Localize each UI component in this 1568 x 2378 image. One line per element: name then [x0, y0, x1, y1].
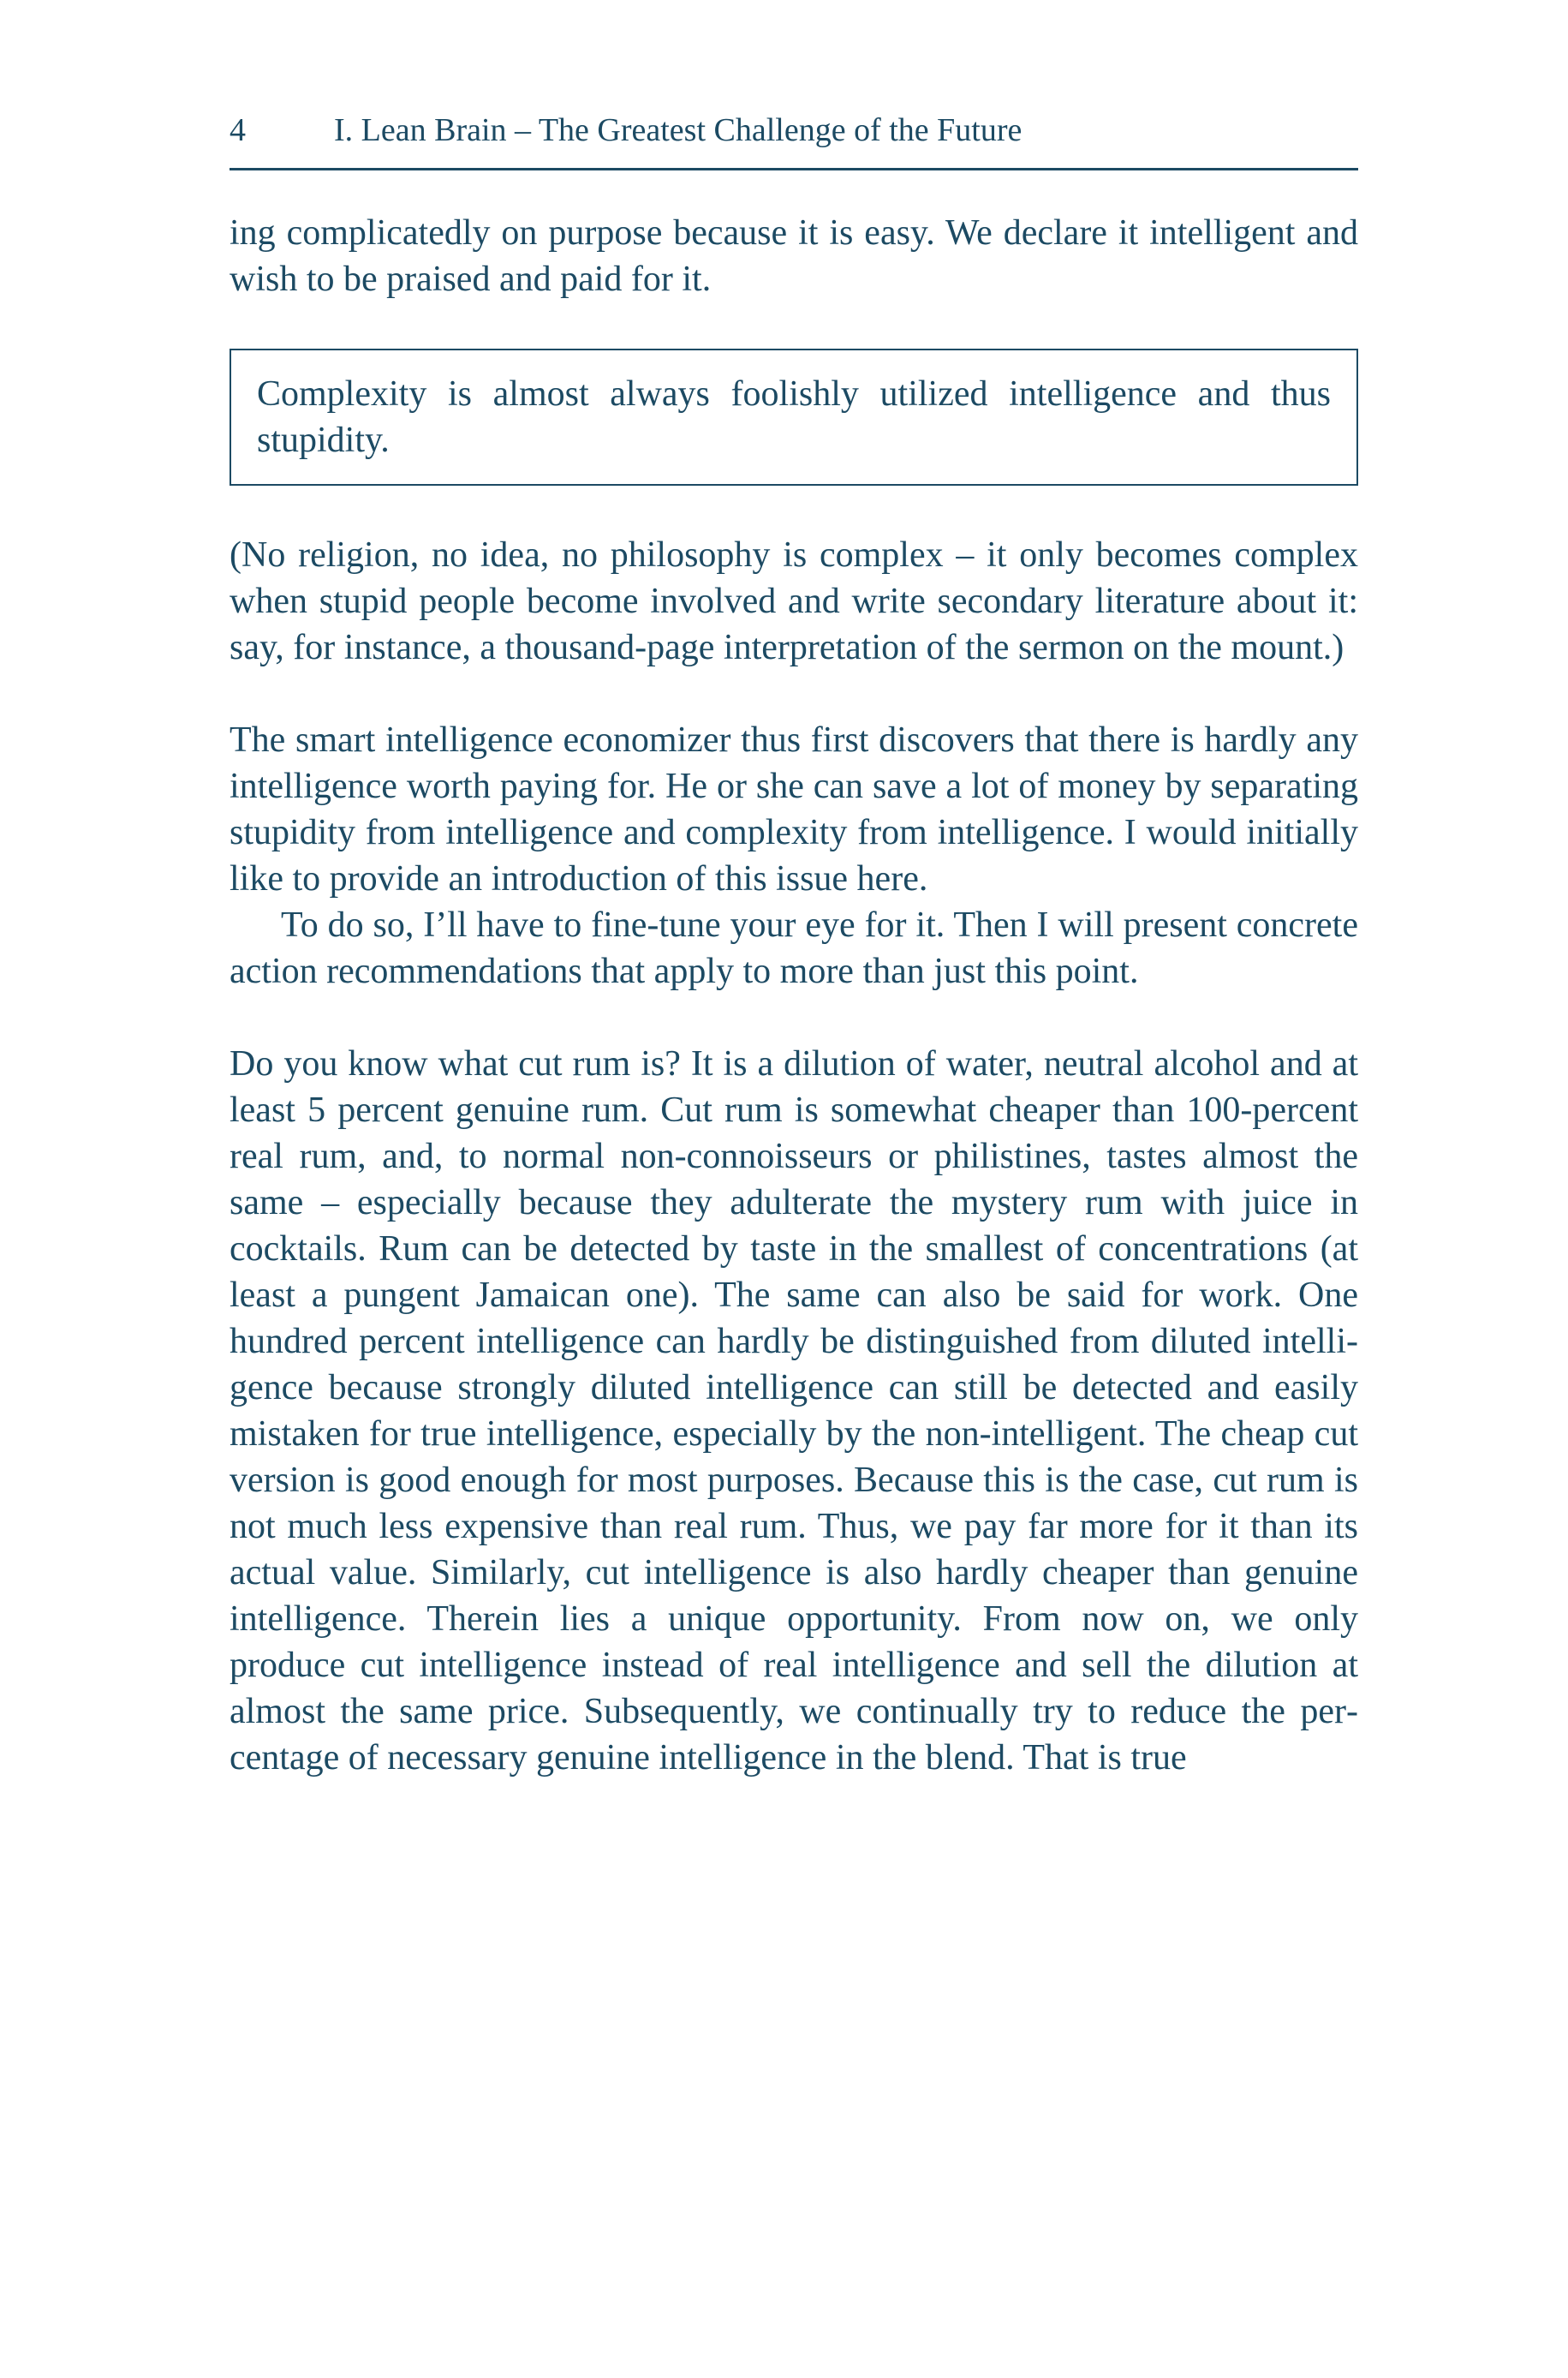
paragraph-fine-tune: To do so, I’ll have to fine-tune your eye for it. Then I will present concrete action recommendations that apply to more than just this point. — [230, 905, 1358, 991]
body-text — [230, 210, 1358, 1781]
paragraph-cut-rum: Do you know what cut rum is? It is a dilution of water, neutral alcohol and at least 5 percent genuine rum. Cut rum is somewhat cheaper than 100-percent real rum, and, to normal non-connoisseurs or philistines, tastes almost the same – especially because they adulterate the mystery rum with juice in cocktails. Rum can be detected by taste in the smallest of concentrations (at least a pungent Jamaican one). The same can also be said for work. One hundred percent intelligence can hardly be distinguished from diluted intelligence because strongly diluted intelligence can still be detected and easily mistaken for true intelligence, especially by the non-intelligent. The cheap cut version is good enough for most purposes. Because this is the case, cut rum is not much less expensive than real rum. Thus, we pay far more for it than its actual value. Similarly, cut intelligence is also hardly cheaper than genuine intelligence. Therein lies a unique opportunity. From now on, we only produce cut intelligence instead of real intelligence and sell the dilution at almost the same price. Subsequently, we continually try to reduce the percentage of necessary genuine intelligence in the blend. That is true — [230, 1044, 1358, 1778]
header-rule — [230, 168, 1358, 170]
callout-box — [230, 349, 1358, 486]
page-number: 4 — [230, 112, 246, 148]
book-page — [230, 0, 1358, 2378]
running-title: I. Lean Brain – The Greatest Challenge of the Future — [334, 112, 1022, 148]
paragraph-continued: ing complicatedly on purpose because it is easy. We declare it intelligent and wish to be praised and paid for it. — [230, 213, 1358, 299]
running-header — [230, 110, 1358, 151]
paragraph-intelligence-economizer: The smart intelligence economizer thus first discovers that there is hardly any intelligence worth paying for. He or she can save a lot of money by separating stupidity from intelligence and complexity from intelligence. I would initially like to provide an introduction of this issue here. — [230, 720, 1358, 899]
paragraph-parenthetical: (No religion, no idea, no philosophy is complex – it only becomes complex when stupid people become involved and write secondary literature about it: say, for instance, a thousand-page interpretation of the sermon on the mount.) — [230, 535, 1358, 667]
callout-text: Complexity is almost always foolishly utilized intelligence and thus stupidity. — [257, 374, 1331, 460]
